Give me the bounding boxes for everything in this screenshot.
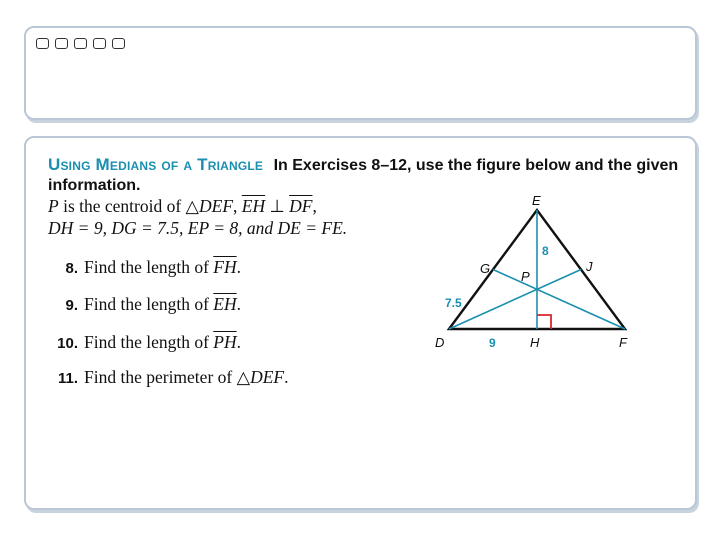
separator: , — [233, 196, 242, 216]
segment-df: $\overline{DF}$ — [289, 196, 313, 216]
instruction-text: In Exercises 8–12, use the figure below and the given information. — [48, 157, 679, 194]
toolbar-boxes — [36, 38, 125, 49]
exercise-text: Find the perimeter of △ — [84, 367, 251, 387]
median-fg — [493, 270, 625, 330]
exercise-text: Find the length of — [84, 332, 214, 352]
label-g: G — [480, 261, 491, 276]
triangle-name: DEF — [250, 367, 285, 387]
exercise-panel — [24, 136, 697, 510]
exercise-number: 10. — [57, 335, 78, 352]
point-p: P — [48, 196, 59, 216]
exercise-10 — [48, 332, 241, 353]
period: . — [236, 257, 241, 277]
separator: , — [312, 196, 317, 216]
value-ep: 8 — [542, 244, 549, 258]
exercise-number: 8. — [65, 260, 78, 277]
exercise-8 — [48, 257, 241, 278]
value-dg: 7.5 — [445, 296, 462, 310]
segment: $\overline{EH}$ — [213, 294, 237, 314]
exercise-text: Find the length of — [84, 294, 214, 314]
exercise-11 — [48, 367, 288, 388]
checkbox-3[interactable] — [74, 38, 87, 49]
label-p: P — [521, 269, 530, 284]
exercise-number: 9. — [65, 297, 78, 314]
given-line-2: DH = 9, DG = 7.5, EP = 8, and DE = FE. — [48, 218, 348, 238]
label-d: D — [435, 335, 445, 350]
label-h: H — [530, 335, 540, 350]
segment: $\overline{PH}$ — [213, 332, 237, 352]
label-j: J — [586, 259, 593, 274]
segment: $\overline{FH}$ — [213, 257, 237, 277]
given-line-1 — [48, 195, 347, 217]
checkbox-4[interactable] — [93, 38, 106, 49]
value-dh: 9 — [489, 336, 496, 350]
right-angle-mark — [537, 315, 551, 329]
label-e: E — [532, 193, 541, 208]
checkbox-2[interactable] — [55, 38, 68, 49]
period: . — [284, 367, 289, 387]
exercise-9 — [48, 294, 241, 315]
exercise-text: Find the length of — [84, 257, 214, 277]
segment-eh: $\overline{EH}$ — [241, 196, 266, 216]
exercise-heading — [48, 155, 698, 196]
given-text: is the centroid of △ — [58, 196, 200, 216]
label-f: F — [619, 335, 627, 350]
median-dj — [449, 270, 581, 330]
checkbox-1[interactable] — [36, 38, 49, 49]
header-panel — [24, 26, 697, 120]
triangle-figure — [431, 193, 671, 358]
checkbox-5[interactable] — [112, 38, 125, 49]
period: . — [236, 332, 241, 352]
triangle-name: DEF — [199, 196, 234, 216]
exercise-number: 11. — [57, 370, 78, 387]
topic-title: Using Medians of a Triangle — [48, 155, 264, 174]
perpendicular-symbol: ⊥ — [265, 196, 290, 216]
period: . — [236, 294, 241, 314]
given-information — [48, 195, 347, 239]
